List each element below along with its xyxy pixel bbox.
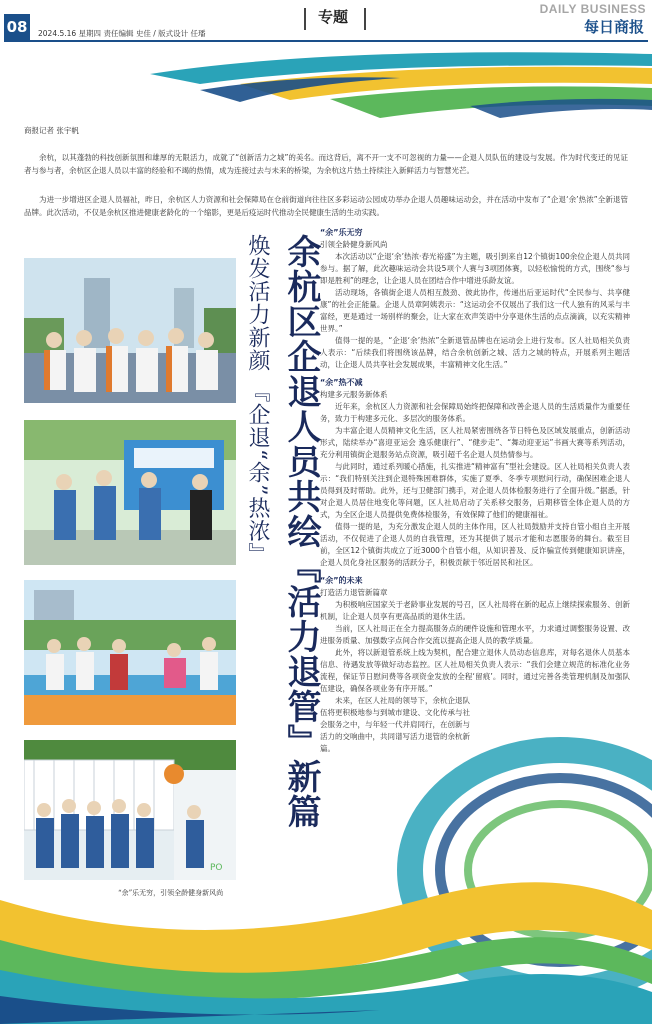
- byline: 商报记者 张宇帆: [24, 126, 79, 135]
- intro-paragraph: 为进一步增进区企退人员福祉，昨日，余杭区人力资源和社会保障局在仓前街道向往往区多彩运动公园成功举办企退人员趣味运动会，并在活动中发布了“企退‘余’热浓”全新退管品牌。此次活动，不仅是余杭区推进健康老龄化的一个缩影，更是后疫运时代推动全民健康生活的生动实践。: [24, 195, 628, 217]
- body-paragraph: 当前，区人社局正在全力提高服务点的硬件设施和管理水平，力求通过调整服务设置、改进服务质量、加强数字点间合作交流以提高企退人员的教学质量。: [320, 624, 630, 645]
- section-1: [320, 227, 630, 371]
- body-paragraph: 本次活动以“企退‘余’热浓·春光裕盛”为主题，吸引到来自12个镇街100余位企退人员共同参与。据了解，此次趣味运动会共设5项个人赛与3项团体赛，以轻松愉悦的方式，围绕“参与即是胜利”的理念，让企退人员在团结合作中增进乐龄友谊。: [320, 252, 630, 285]
- section-2: [320, 377, 630, 569]
- headline: 余杭区企退人员共绘『活力退管』新篇: [281, 234, 321, 829]
- section-subheading: 构建多元服务新体系: [320, 390, 388, 399]
- body-paragraph: 为丰富企退人员精神文化生活，区人社局紧密围绕各节日特色及区域发展重点，创新活动形式，陆续举办“喜迎亚运会 逸乐健康行”、“健步走”、“舞动迎亚运”书画大赛等系列活动，充分利用镇街企退服务站点资源，吸引超千名企退人员热情参与。: [320, 426, 630, 459]
- photo-caption: “余”乐无穷，引领全龄健身新风尚: [118, 889, 224, 897]
- section-subheading: 打造活力退管新篇章: [320, 588, 388, 597]
- body-paragraph: 与此同时，通过系列暖心措施，扎实推进“精神富有”型社会建设。区人社局相关负责人表示：“我们特别关注到企退特殊困难群体，实施了夏季、冬季专项慰问行动，确保困难企退人员得到及时帮助。此外，还与卫健部门携手，对企退人员体检服务进行了全面升级。”据悉，针对企退人员居住地变化等问题，区人社局启动了关系移交服务，后期移管全体企退人员的方式，为全区企退人员提供免费体检服务，有效保障了他们的健康福祉。: [320, 462, 630, 519]
- page-number: 08: [4, 14, 30, 40]
- section-divider-left: [304, 8, 306, 30]
- intro-paragraph: 余杭，以其蓬勃的科技创新氛围和雄厚的无限活力，成就了“创新活力之城”的美名。而这背后，离不开一支不可忽视的力量——企退人员队伍的建设与发展。作为时代变迁的见证者与参与者，余杭区企退人员以丰富的经验和不竭的热情，成为连接过去与未来的桥梁，为余杭这片热土持续注入新鲜活力与智慧光芒。: [24, 153, 628, 175]
- section-heading: “余”热不减: [320, 378, 363, 387]
- paper-name-english: DAILY BUSINESS: [539, 2, 646, 16]
- section-title: 专题: [318, 8, 349, 26]
- bowling-photo-image: [24, 580, 236, 725]
- section-heading: “余”乐无穷: [320, 228, 363, 237]
- body-paragraph: 此外，将以新退管系统上线为契机，配合建立退休人员动态信息库，对每名退休人员基本信息、待遇发放等做好动态监控。区人社局相关负责人表示：“我们会建立规范的标准化业务流程，保证节日慰问费等各项资金发放的全程‘留痕’。同时，通过完善各类管理机制及加强队伍建设，确保各项业务有序开展。”: [320, 648, 630, 693]
- photo-team: [24, 740, 236, 880]
- photo-group: [24, 258, 236, 403]
- subheadline: 焕发活力新颜 『企退“余”热浓』: [245, 234, 270, 566]
- section-heading: “余”的未来: [320, 576, 363, 585]
- group-photo-image: [24, 258, 236, 403]
- header-rule: [4, 40, 648, 42]
- section-3: [320, 575, 630, 755]
- body-paragraph: 值得一提的是，“企退‘余’热浓”全新退管品牌也在运动会上进行发布。区人社局相关负责人表示：“后续我们将围绕该品牌，结合余杭创新之城、活力之城的特点，开展系列主题活动，让企退人员共享社会发展成果，丰富精神文化生活。”: [320, 336, 630, 369]
- body-paragraph: 值得一提的是，为充分激发企退人员的主体作用，区人社局鼓励并支持自管小组自主开展活动，不仅促进了企退人员的自我管理，还为其提供了展示才能和志愿服务的舞台。截至目前，全区12个镇街共成立了近3000个自管小组，从知识普及、反诈骗宣传到健康知识讲座，企退人员化身社区服务的活跃分子，积极贡献于邻近居民和社区。: [320, 522, 630, 567]
- article-body: [320, 227, 630, 755]
- body-paragraph: 为积极响应国家关于老龄事业发展的号召，区人社局将在新的起点上继续探索服务、创新机制，让企退人员享有更高品质的退休生活。: [320, 600, 630, 621]
- top-wave-decoration: [0, 44, 652, 124]
- body-paragraph: 近年来，余杭区人力资源和社会保障局始终把保障和改善企退人员的生活质量作为重要任务，致力于构建多元化、多层次的服务体系。: [320, 402, 630, 423]
- photo-bowling: [24, 580, 236, 725]
- section-subheading: 引领全龄健身新风尚: [320, 240, 388, 249]
- issue-meta: 2024.5.16 星期四 责任编辑 史佳 / 版式设计 任璠: [38, 29, 206, 38]
- team-photo-image: [24, 740, 236, 880]
- paper-name-chinese: 每日商报: [583, 18, 644, 36]
- photo-game: [24, 420, 236, 565]
- body-paragraph: 活动现场，各镇街企退人员相互鼓劲、彼此协作，传递出后亚运时代“全民参与、共享健康”的社会正能量。企退人员章阿姨表示：“这运动会不仅展出了我们这一代人独有的风采与丰富经，更是通过一场别样的聚会，让大家在欢声笑语中分享退休生活的点点滴滴，以充实精神世界。”: [320, 288, 630, 333]
- svg-text:PO: PO: [210, 863, 223, 873]
- body-paragraph: 未来，在区人社局的领导下，余杭企退队伍将更积极地参与到城市建设、文化传承与社会服务之中，与年轻一代并肩同行，在创新与活力的交响曲中，共同谱写活力退管的余杭新篇。: [320, 696, 470, 753]
- section-divider-right: [364, 8, 366, 30]
- game-photo-image: [24, 420, 236, 565]
